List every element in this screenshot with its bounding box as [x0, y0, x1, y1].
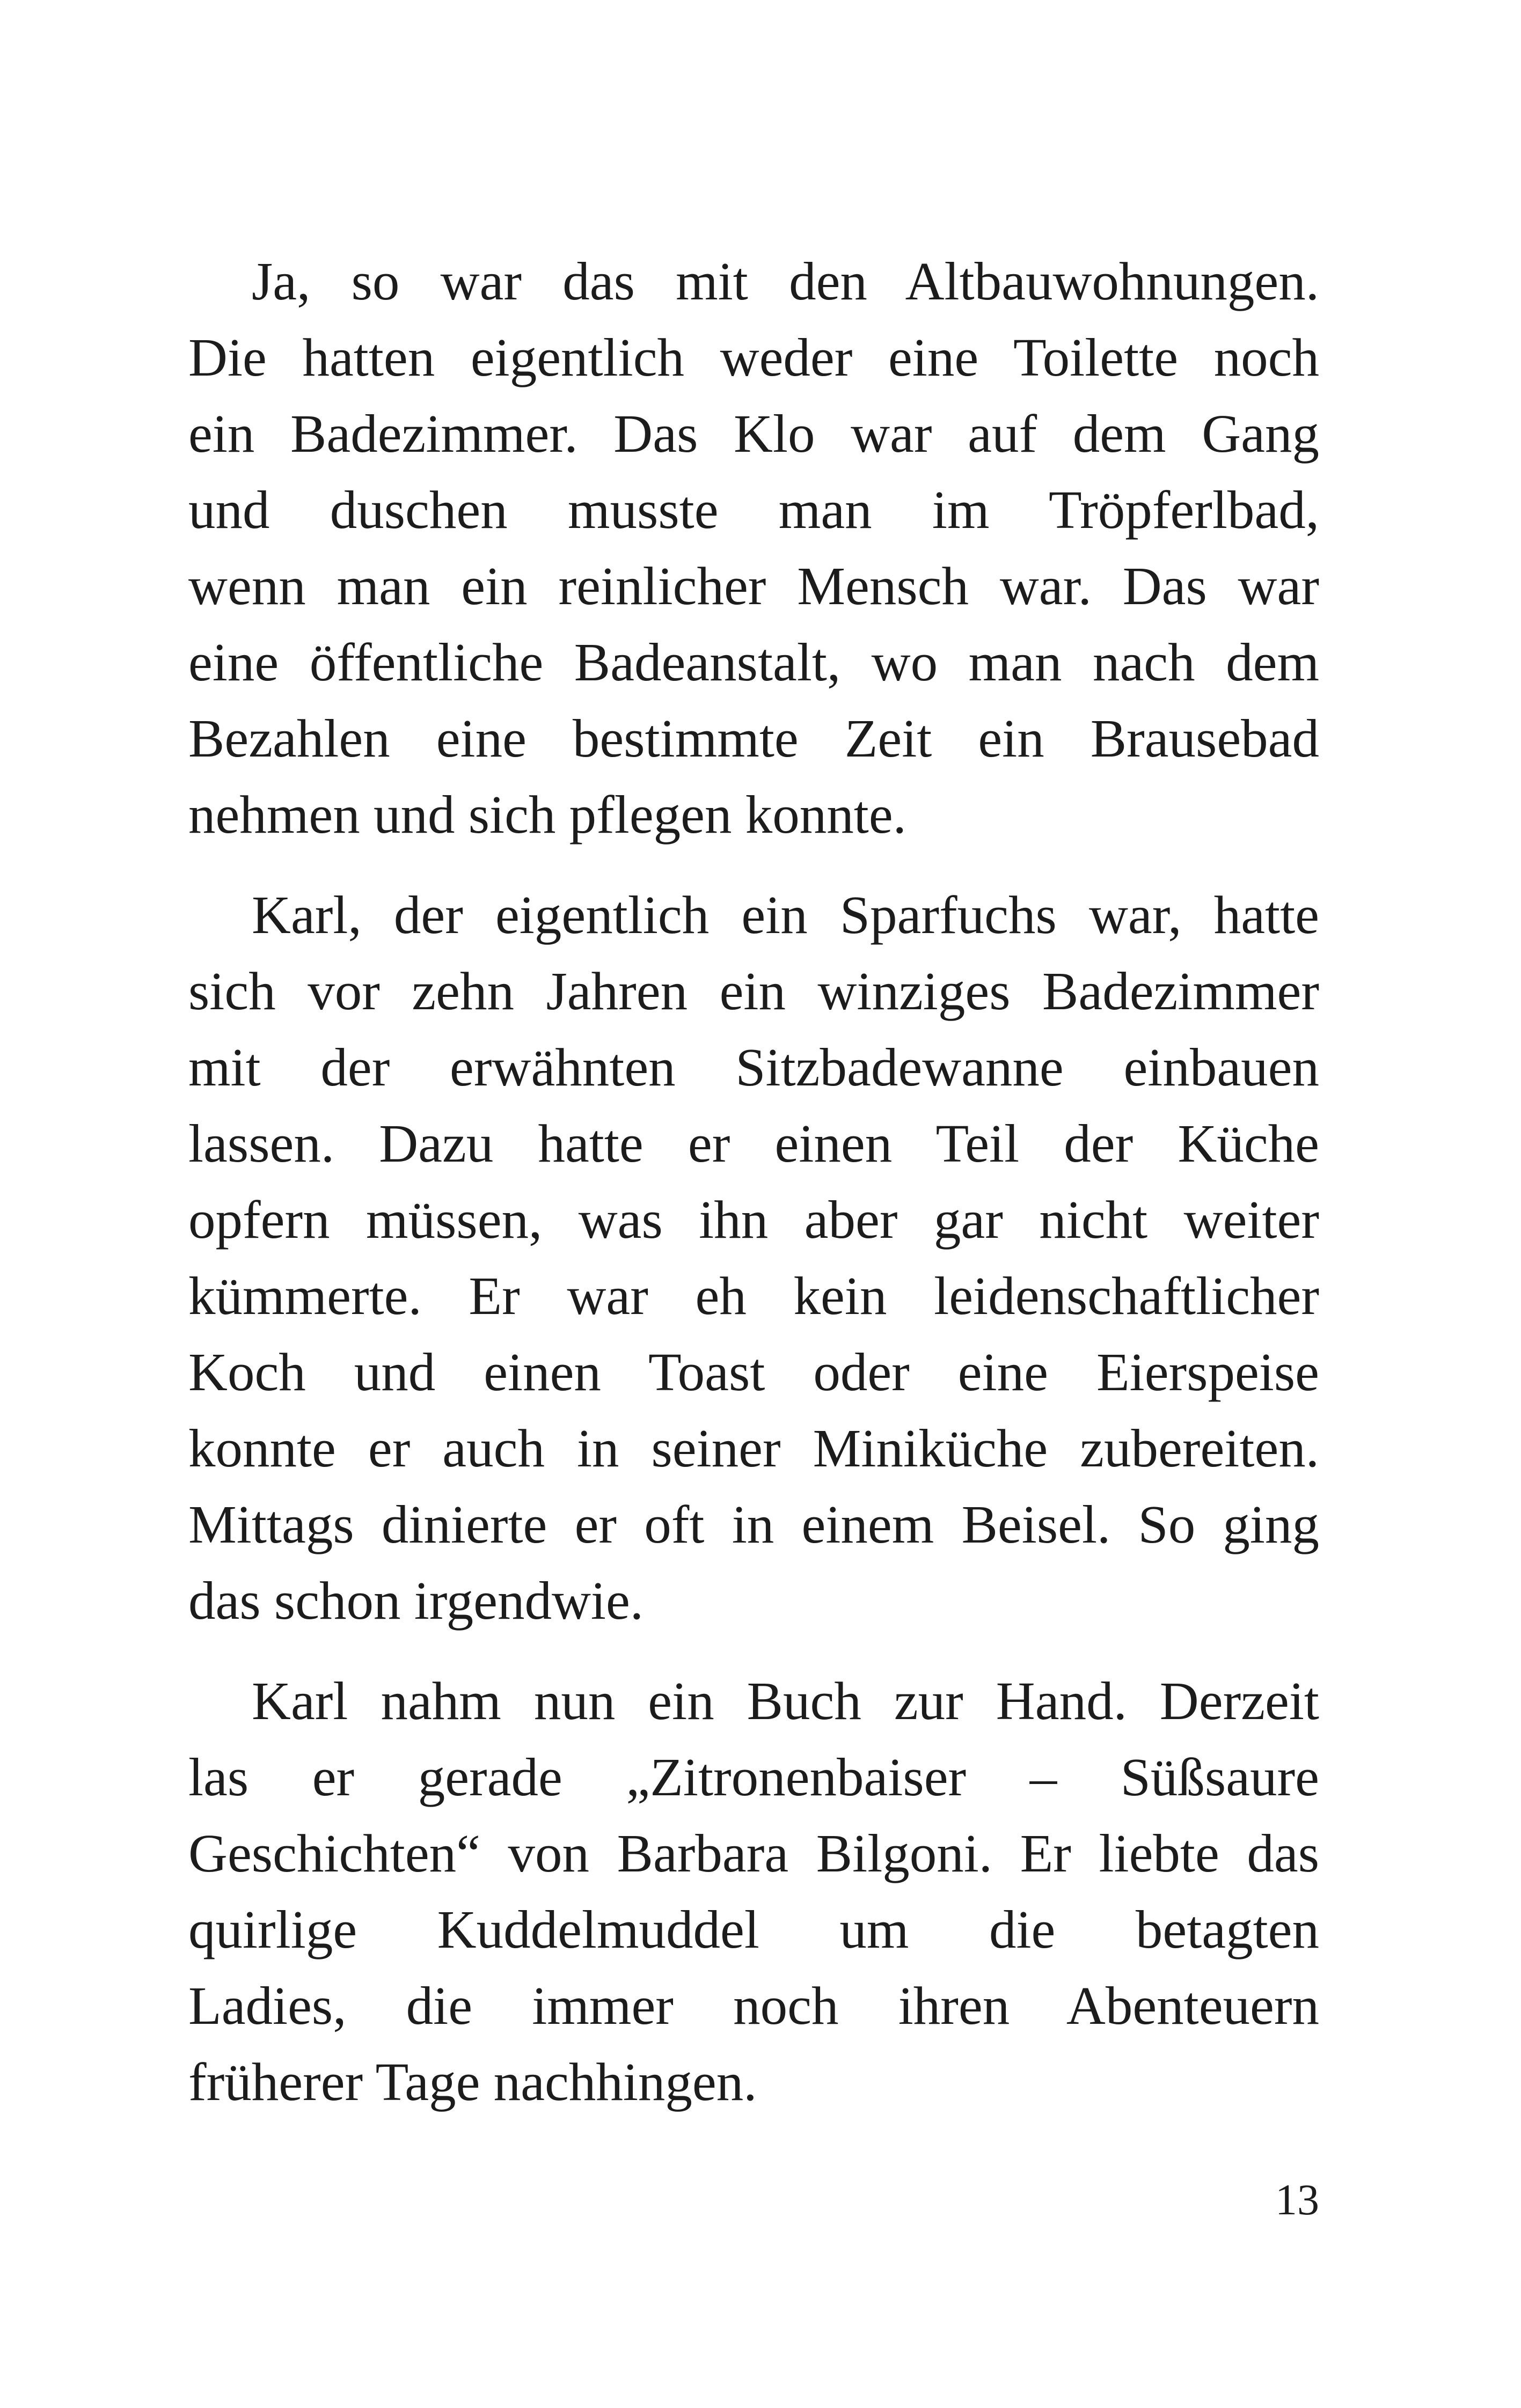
text-line: Ja, so war das mit den Altbauwohnungen. [252, 251, 1319, 311]
page-body [188, 243, 1319, 2120]
text-line: sich vor zehn Jahren ein winziges Badezimmer [188, 961, 1319, 1021]
text-line: wenn man ein reinlicher Mensch war. Das war [188, 556, 1319, 616]
text-line: Ladies, die immer noch ihren Abenteuern [188, 1976, 1319, 2036]
text-line: Geschichten“ von Barbara Bilgoni. Er liebte das [188, 1823, 1319, 1883]
paragraph-1 [188, 243, 1319, 853]
text-line: Bezahlen eine bestimmte Zeit ein Brausebad [188, 708, 1319, 768]
text-line: früherer Tage nachhingen. [188, 2052, 757, 2112]
text-line: Die hatten eigentlich weder eine Toilette noch [188, 327, 1319, 387]
paragraph-2 [188, 877, 1319, 1639]
text-line: das schon irgendwie. [188, 1570, 644, 1631]
text-line: Karl nahm nun ein Buch zur Hand. Derzeit [252, 1671, 1319, 1731]
text-line: opfern müssen, was ihn aber gar nicht weiter [188, 1190, 1319, 1250]
text-line: lassen. Dazu hatte er einen Teil der Küche [188, 1113, 1319, 1173]
text-line: und duschen musste man im Tröpferlbad, [188, 480, 1319, 540]
text-line: quirlige Kuddelmuddel um die betagten [188, 1899, 1319, 1959]
text-line: Koch und einen Toast oder eine Eierspeise [188, 1342, 1319, 1402]
text-line: ein Badezimmer. Das Klo war auf dem Gang [188, 403, 1319, 464]
page-number: 13 [1275, 2175, 1319, 2224]
text-line: kümmerte. Er war eh kein leidenschaftlicher [188, 1266, 1319, 1326]
text-line: Karl, der eigentlich ein Sparfuchs war, hatte [252, 885, 1319, 945]
text-line: Mittags dinierte er oft in einem Beisel. So ging [188, 1494, 1319, 1554]
text-line: las er gerade „Zitronenbaiser – Süßsaure [188, 1747, 1319, 1807]
paragraph-3 [188, 1663, 1319, 2120]
text-line: mit der erwähnten Sitzbadewanne einbauen [188, 1037, 1319, 1097]
text-line: eine öffentliche Badeanstalt, wo man nach dem [188, 632, 1319, 692]
text-line: konnte er auch in seiner Miniküche zubereiten. [188, 1418, 1319, 1478]
text-line: nehmen und sich pflegen konnte. [188, 784, 906, 845]
